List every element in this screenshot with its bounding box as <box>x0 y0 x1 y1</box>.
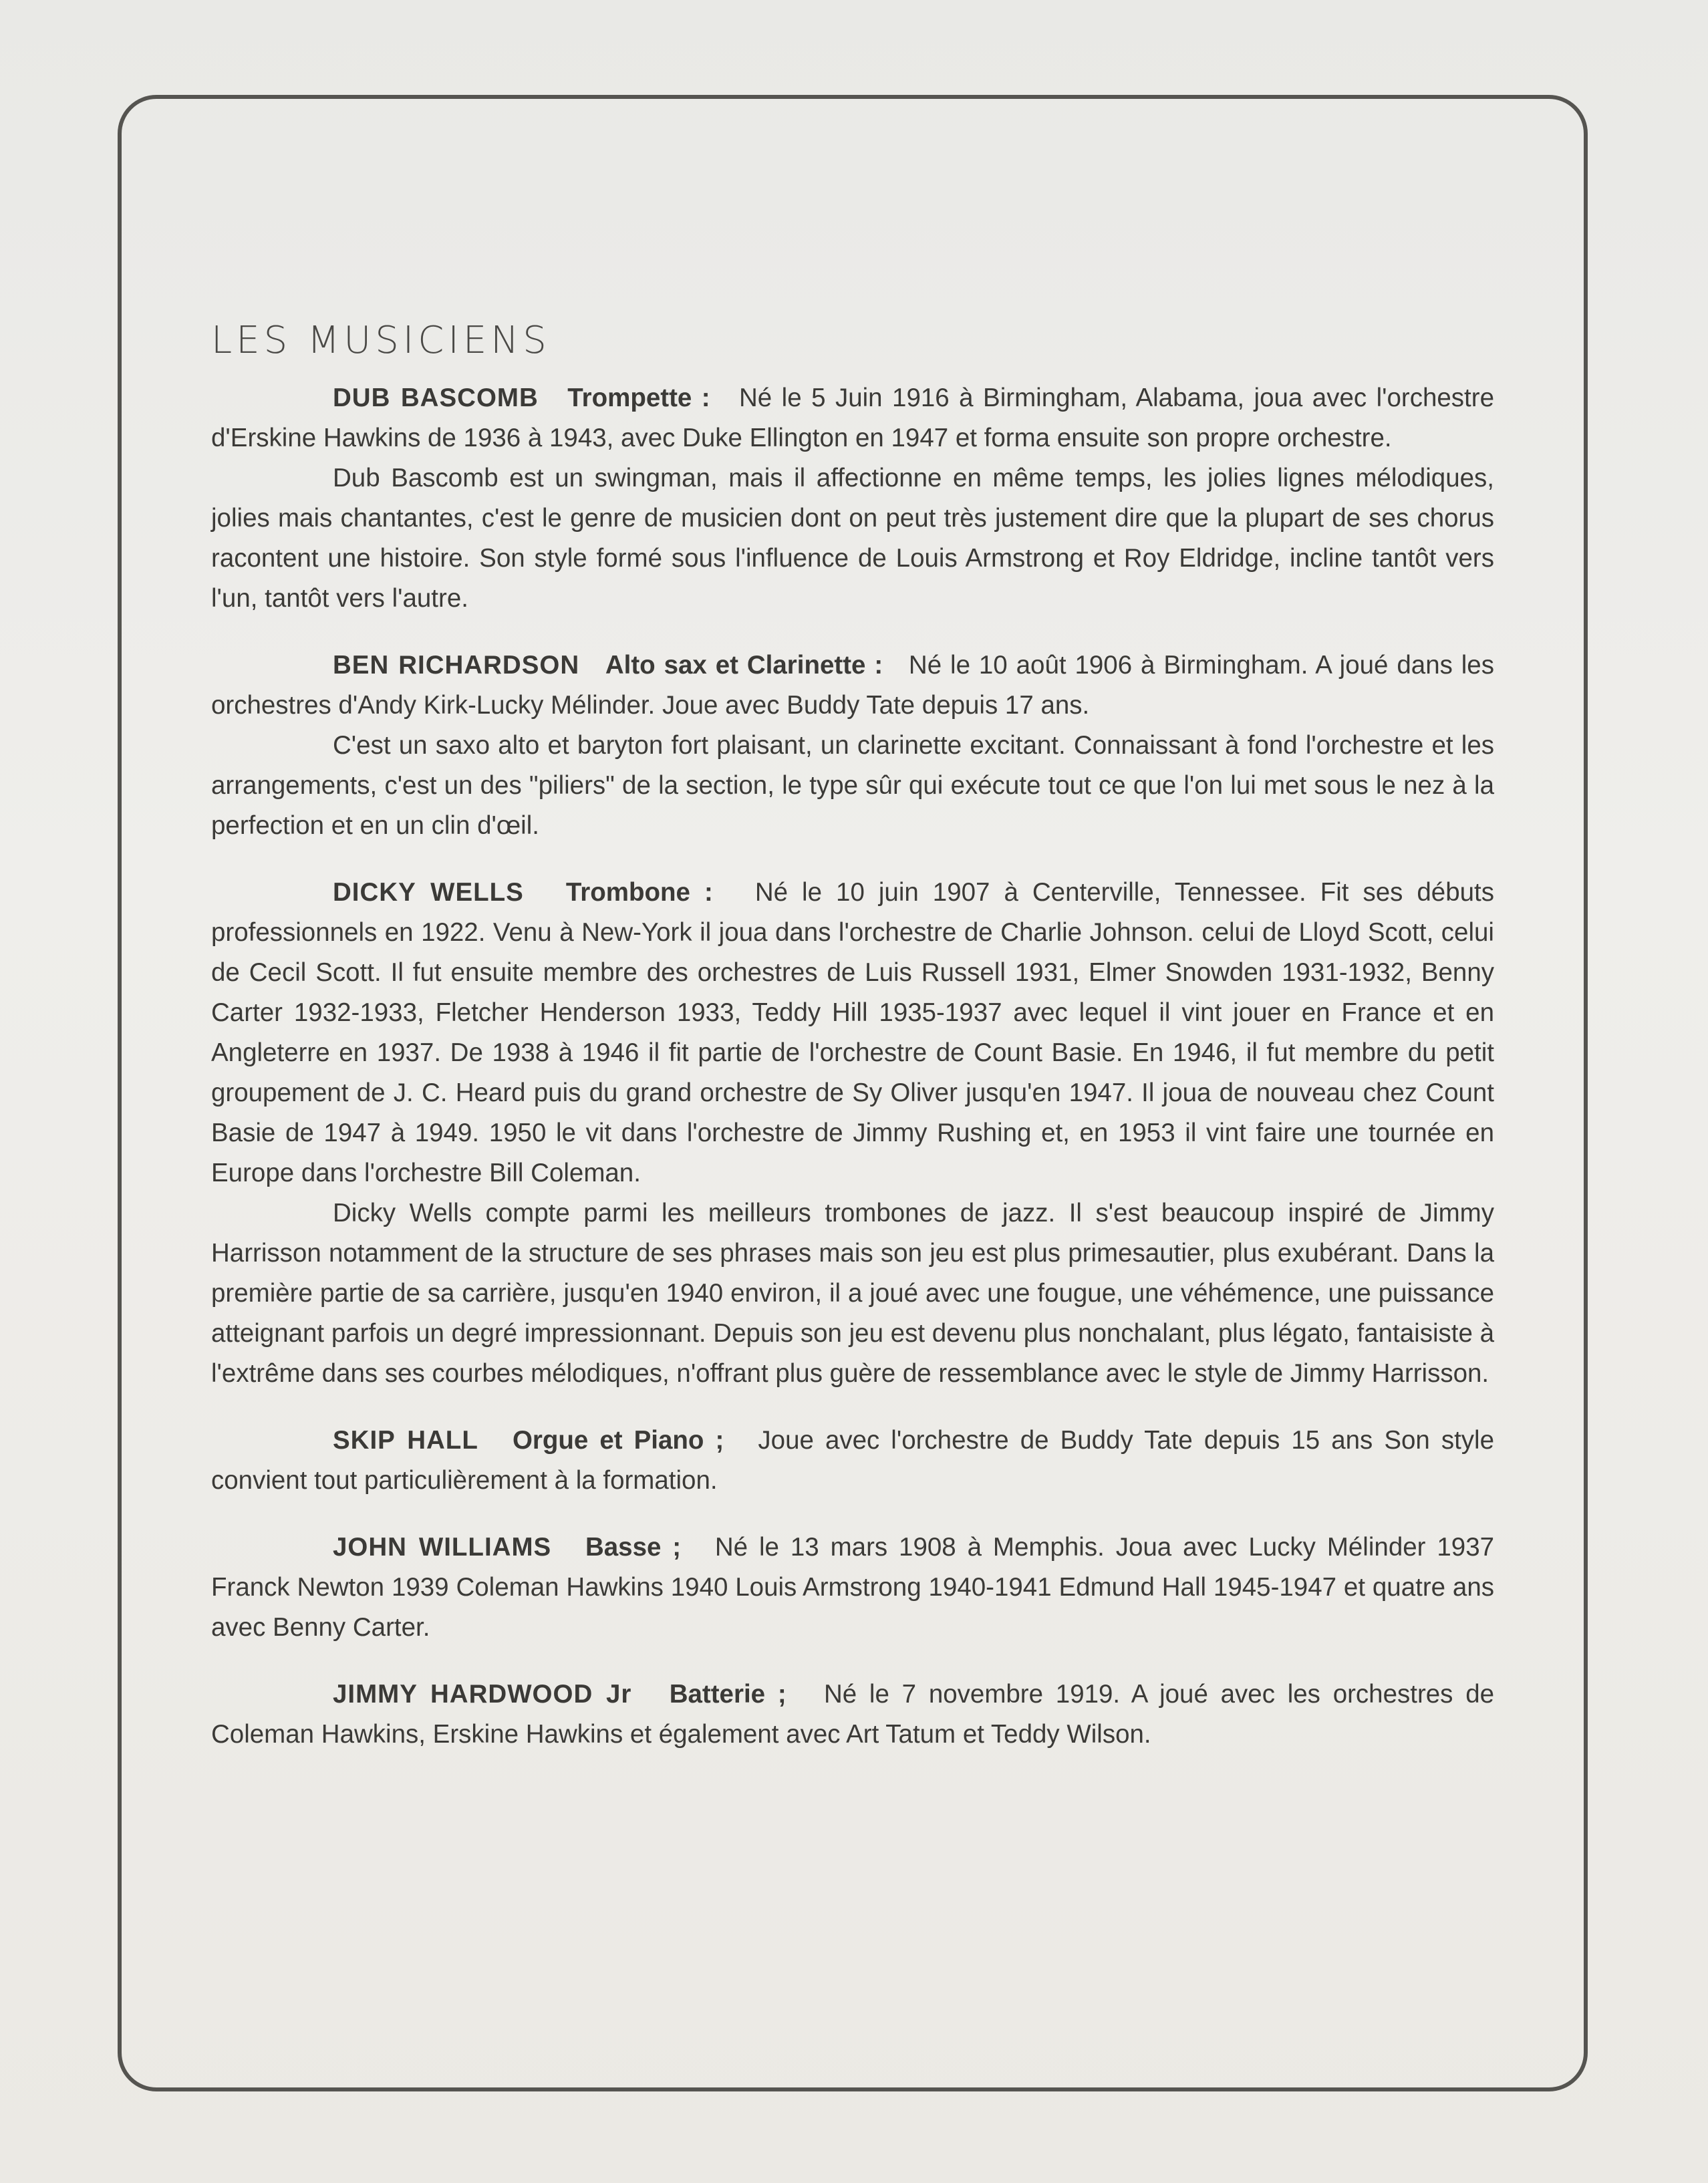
musician-instrument: Alto sax et Clarinette : <box>605 651 883 680</box>
musician-section-jimmy-hardwood <box>211 1675 1494 1755</box>
musician-bio: Joue avec l'orchestre de Buddy Tate depuis 15 ans Son style convient tout particulièrement à la formation. <box>211 1426 1495 1495</box>
musician-commentary: C'est un saxo alto et baryton fort plaisant, un clarinette excitant. Connaissant à fond l'orchestre et les arrangements, c'est un des "piliers" de la section, le type sûr qui exécute tout ce que l'on lui met sous le nez à la perfection et en un clin d'œil. <box>211 731 1494 840</box>
musician-instrument: Batterie ; <box>669 1680 787 1709</box>
page-title: LES MUSICIENS <box>211 319 551 362</box>
musician-section-ben-richardson <box>211 645 1494 846</box>
musician-name: BEN RICHARDSON <box>333 651 580 680</box>
musician-instrument: Trombone : <box>565 878 713 907</box>
musician-name: JOHN WILLIAMS <box>333 1533 552 1562</box>
musician-commentary: Dub Bascomb est un swingman, mais il affectionne en même temps, les jolies lignes mélodiques, jolies mais chantantes, c'est le genre de musicien dont on peut très justement dire que la plupart de ses chorus racontent une histoire. Son style formé sous l'influence de Louis Armstrong et Roy Eldridge, incline tantôt vers l'un, tantôt vers l'autre. <box>211 464 1494 613</box>
musician-bio: Né le 7 novembre 1919. A joué avec les orchestres de Coleman Hawkins, Erskine Hawkins et également avec Art Tatum et Teddy Wilson. <box>211 1680 1495 1749</box>
musician-section-dub-bascomb <box>211 378 1494 619</box>
musician-instrument: Orgue et Piano ; <box>512 1426 724 1455</box>
musician-section-john-williams <box>211 1527 1494 1648</box>
musician-section-dicky-wells <box>211 873 1494 1394</box>
musician-bio: Né le 5 Juin 1916 à Birmingham, Alabama, joua avec l'orchestre d'Erskine Hawkins de 1936 à 1943, avec Duke Ellington en 1947 et forma ensuite son propre orchestre. <box>211 384 1494 452</box>
musician-bio: Né le 10 juin 1907 à Centerville, Tennessee. Fit ses débuts professionnels en 1922. Venu à New-York il joua dans l'orchestre de Charlie Johnson. celui de Lloyd Scott, celui de Cecil Scott. Il fut ensuite membre des orchestres de Luis Russell 1931, Elmer Snowden 1931-1932, Benny Carter 1932-1933, Fletcher Henderson 1933, Teddy Hill 1935-1937 avec lequel il vint jouer en France et en Angleterre en 1937. De 1938 à 1946 il fit partie de l'orchestre de Count Basie. En 1946, il fut membre du petit groupement de J. C. Heard puis du grand orchestre de Sy Oliver jusqu'en 1947. Il joua de nouveau chez Count Basie de 1947 à 1949. 1950 le vit dans l'orchestre de Jimmy Rushing et, en 1953 il vint faire une tournée en Europe dans l'orchestre Bill Coleman. <box>211 878 1494 1187</box>
musician-name: DUB BASCOMB <box>333 384 539 412</box>
musician-name: JIMMY HARDWOOD Jr <box>333 1680 632 1709</box>
musician-bio: Né le 13 mars 1908 à Memphis. Joua avec Lucky Mélinder 1937 Franck Newton 1939 Coleman Hawkins 1940 Louis Armstrong 1940-1941 Edmund Hall 1945-1947 et quatre ans avec Benny Carter. <box>211 1533 1495 1642</box>
musician-instrument: Trompette : <box>567 384 710 412</box>
musician-name: DICKY WELLS <box>333 878 524 907</box>
musician-instrument: Basse ; <box>585 1533 682 1562</box>
musician-name: SKIP HALL <box>333 1426 478 1455</box>
musician-bio: Né le 10 août 1906 à Birmingham. A joué dans les orchestres d'Andy Kirk-Lucky Mélinder. Joue avec Buddy Tate depuis 17 ans. <box>211 651 1494 720</box>
musicians-content <box>211 314 1494 1781</box>
musician-commentary: Dicky Wells compte parmi les meilleurs trombones de jazz. Il s'est beaucoup inspiré de Jimmy Harrisson notamment de la structure de ses phrases mais son jeu est plus primesautier, plus exubérant. Dans la première partie de sa carrière, jusqu'en 1940 environ, il a joué avec une fougue, une véhémence, une puissance atteignant parfois un degré impressionnant. Depuis son jeu est devenu plus nonchalant, plus légato, fantaisiste à l'extrême dans ses courbes mélodiques, n'offrant plus guère de ressemblance avec le style de Jimmy Harrisson. <box>211 1199 1494 1388</box>
musician-section-skip-hall <box>211 1421 1494 1501</box>
